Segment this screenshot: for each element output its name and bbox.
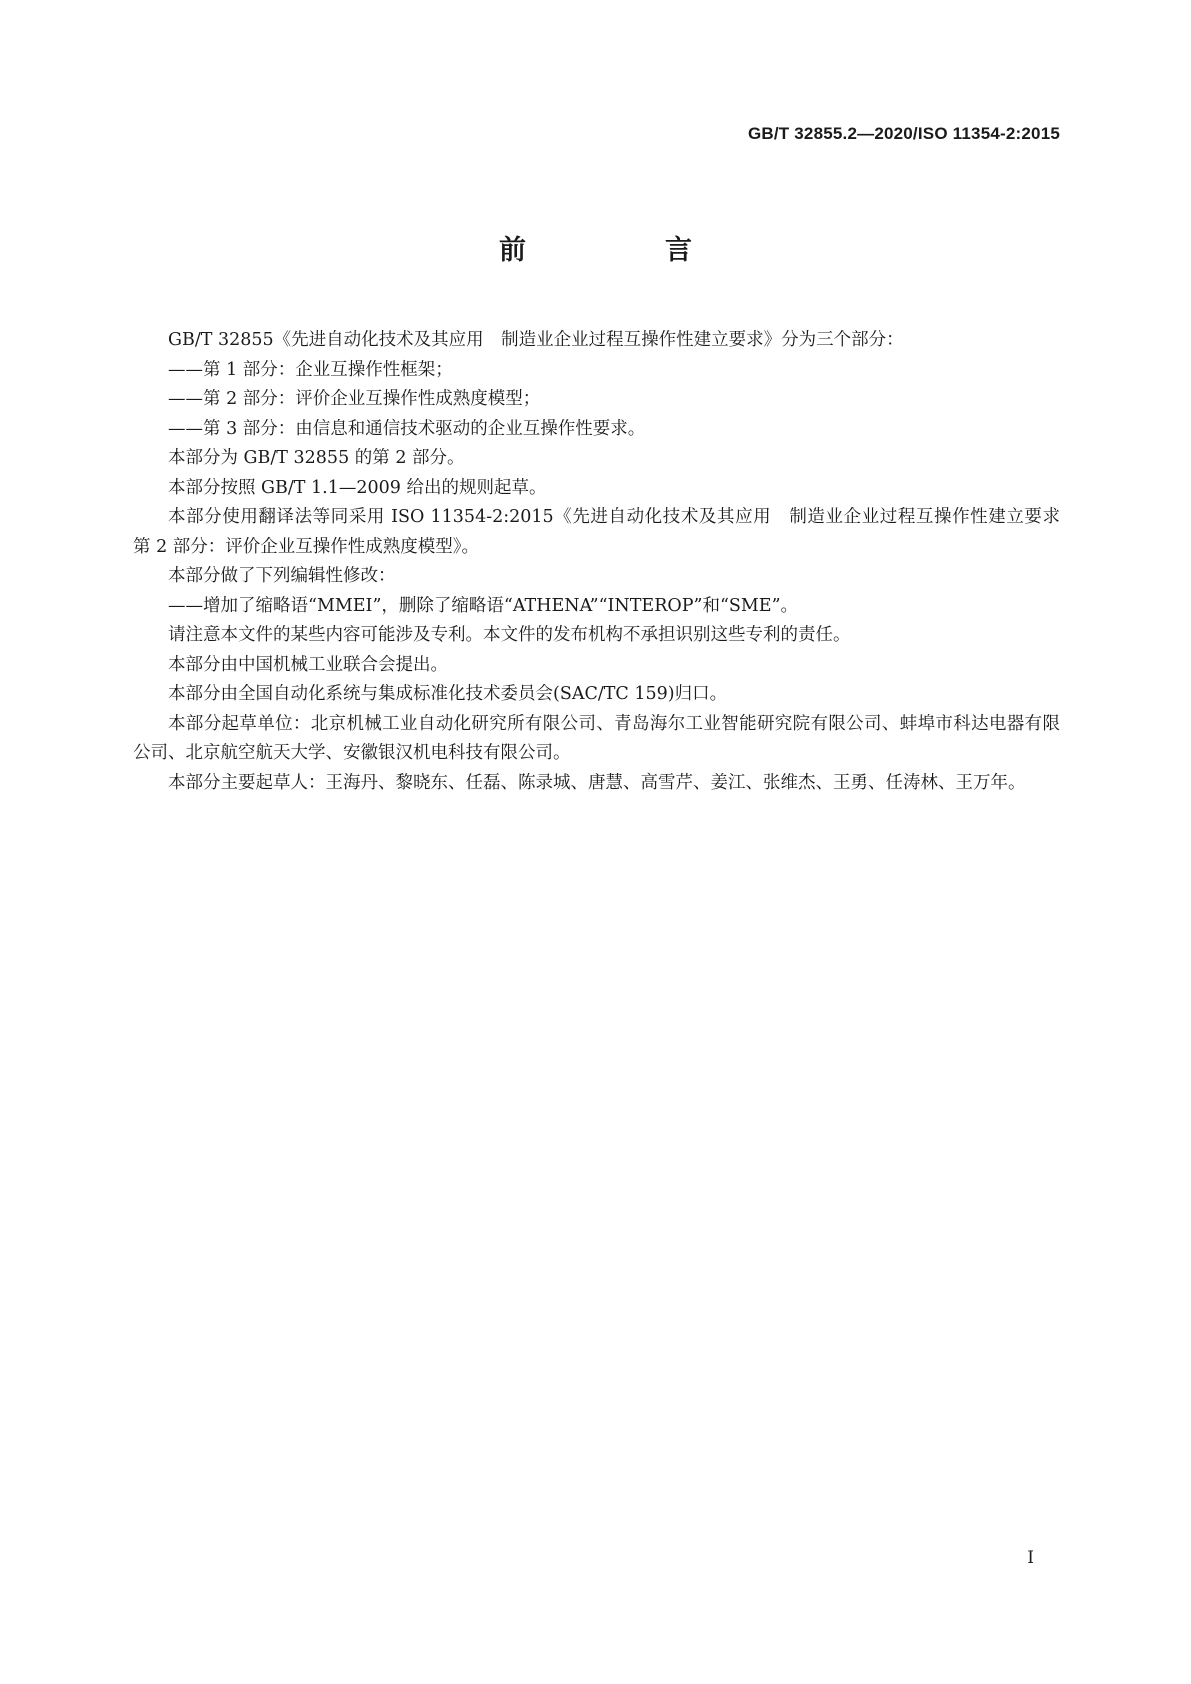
paragraph-intro: GB/T 32855《先进自动化技术及其应用 制造业企业过程互操作性建立要求》分为三个部分： (168, 330, 904, 350)
list-item-abbreviations: ——增加了缩略语“MMEI”，删除了缩略语“ATHENA”“INTEROP”和“SME”。 (168, 595, 799, 616)
list-item-part-2: ——第 2 部分：评价企业互操作性成熟度模型； (168, 389, 541, 409)
standard-code: GB/T 32855.2—2020/ISO 11354-2:2015 (747, 124, 1060, 143)
paragraph-part-statement: 本部分为 GB/T 32855 的第 2 部分。 (168, 448, 465, 468)
paragraph-adoption: 本部分使用翻译法等同采用 ISO 11354-2:2015《先进自动化技术及其应用 制造业企业过程互操作性建立要求 第 2 部分：评价企业互操作性成熟度模型》。 (133, 507, 1078, 557)
paragraph-proposer: 本部分由中国机械工业联合会提出。 (168, 654, 448, 675)
paragraph-drafters: 本部分主要起草人：王海丹、黎晓东、任磊、陈录城、唐慧、高雪芹、姜江、张维杰、王勇、任涛林、王万年。 (168, 772, 1026, 793)
list-item-part-1: ——第 1 部分：企业互操作性框架； (168, 359, 453, 380)
page-number: I (1027, 1548, 1034, 1568)
paragraph-patent-notice: 请注意本文件的某些内容可能涉及专利。本文件的发布机构不承担识别这些专利的责任。 (168, 625, 851, 645)
paragraph-drafting-rules: 本部分按照 GB/T 1.1—2009 给出的规则起草。 (168, 477, 547, 498)
paragraph-committee: 本部分由全国自动化系统与集成标准化技术委员会(SAC/TC 159)归口。 (168, 684, 728, 704)
paragraph-drafting-units: 本部分起草单位：北京机械工业自动化研究所有限公司、青岛海尔工业智能研究院有限公司、蚌埠市科达电器有限公司、北京航空航天大学、安徽银汉机电科技有限公司。 (133, 713, 1060, 763)
page-title: 前 言 (499, 235, 748, 266)
foreword-body (133, 326, 1078, 798)
paragraph-editorial-changes: 本部分做了下列编辑性修改： (168, 566, 396, 586)
list-item-part-3: ——第 3 部分：由信息和通信技术驱动的企业互操作性要求。 (168, 418, 646, 439)
